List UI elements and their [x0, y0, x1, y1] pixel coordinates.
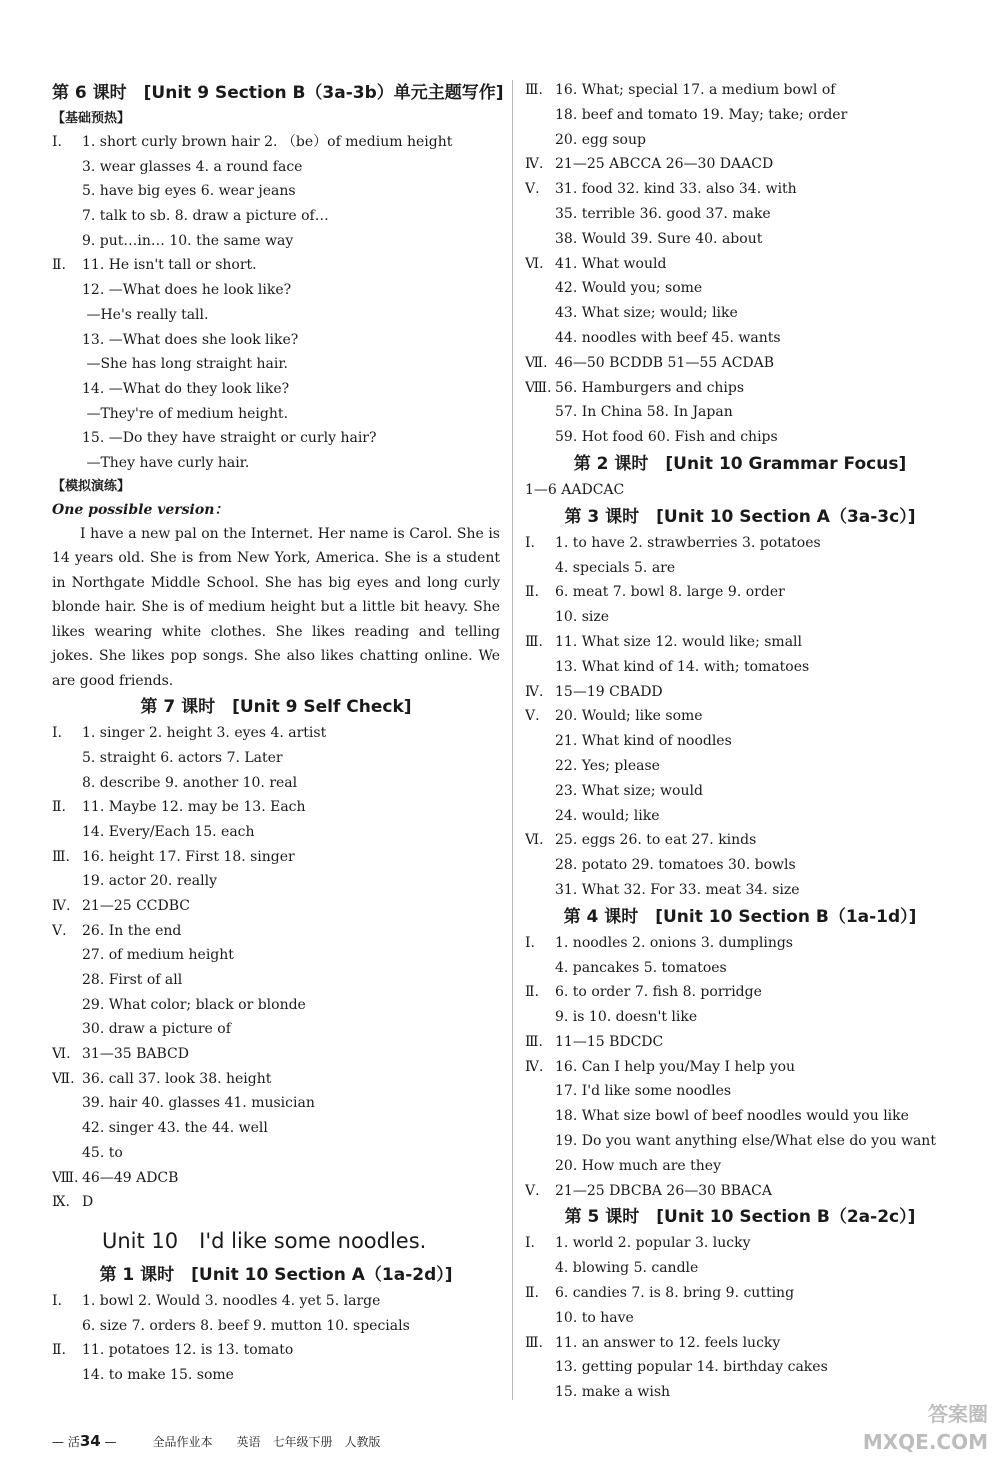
- part-number: Ⅲ.: [525, 1033, 543, 1050]
- answer-text: 6. to order 7. fish 8. porridge: [555, 984, 762, 1001]
- answer-text: 39. hair 40. glasses 41. musician: [82, 1095, 315, 1112]
- answer-text: 36. call 37. look 38. height: [82, 1070, 272, 1087]
- answer-text: 46—49 ADCB: [82, 1169, 179, 1186]
- answer-line: [52, 303, 500, 328]
- answer-line: [525, 376, 955, 401]
- answer-line: [525, 956, 955, 981]
- answer-text: 11. What size 12. would like; small: [555, 633, 803, 650]
- answer-line: [525, 276, 955, 301]
- answer-line: [525, 1355, 955, 1380]
- answer-line: [525, 1281, 955, 1306]
- answer-text: 9. is 10. doesn't like: [555, 1009, 698, 1026]
- answer-line: [525, 680, 955, 705]
- answer-line: [52, 1314, 500, 1339]
- answer-line: [525, 252, 955, 277]
- answer-text: 31. food 32. kind 33. also 34. with: [555, 181, 797, 198]
- answer-text: 28. potato 29. tomatoes 30. bowls: [555, 857, 796, 874]
- answer-text: 15. make a wish: [555, 1384, 671, 1401]
- answer-line: [52, 869, 500, 894]
- answer-text: 15—19 CBADD: [555, 683, 663, 700]
- answer-line: [525, 779, 955, 804]
- part-number: Ⅵ.: [52, 1046, 71, 1063]
- answer-text: 18. What size bowl of beef noodles would you like: [555, 1108, 909, 1125]
- answer-text: 14. to make 15. some: [82, 1366, 234, 1383]
- answer-text: 44. noodles with beef 45. wants: [555, 329, 781, 346]
- answer-text: 43. What size; would; like: [555, 305, 738, 322]
- answer-text: 10. size: [555, 609, 610, 626]
- answer-line: [525, 1104, 955, 1129]
- answer-line: [525, 853, 955, 878]
- answer-line: [52, 771, 500, 796]
- answer-text: 22. Yes; please: [555, 757, 660, 774]
- answer-text: 26. In the end: [82, 922, 182, 939]
- answer-line: [52, 1116, 500, 1141]
- answer-line: [525, 1129, 955, 1154]
- model-essay: I have a new pal on the Internet. Her name is Carol. She is 14 years old. She is from New York, America. She is a student in Northgate Middle School. She has big eyes and long curly blonde hair. She is of medium height but a little bit heavy. She likes wearing white clothes. She likes reading and telling jokes. She likes pop songs. She also likes chatting online. We are good friends.: [52, 525, 500, 689]
- lesson-heading: 第 2 课时 [Unit 10 Grammar Focus]: [573, 453, 907, 474]
- part-number: Ⅳ.: [525, 1058, 544, 1075]
- answer-text: 9. put…in… 10. the same way: [82, 232, 294, 249]
- answer-text: 6. candies 7. is 8. bring 9. cutting: [555, 1285, 795, 1302]
- part-number: Ⅱ.: [525, 1285, 539, 1302]
- answer-line: [52, 721, 500, 746]
- answer-line: [525, 400, 955, 425]
- answer-line: [52, 179, 500, 204]
- answer-text: 4. blowing 5. candle: [555, 1260, 699, 1277]
- answer-line: [525, 804, 955, 829]
- answer-text: 20. How much are they: [555, 1157, 721, 1174]
- part-number: Ⅲ.: [525, 1334, 543, 1351]
- answer-line: [52, 1289, 500, 1314]
- answer-line: [525, 1179, 955, 1204]
- answer-text: 21—25 DBCBA 26—30 BBACA: [555, 1182, 772, 1199]
- page-footer: [52, 1432, 381, 1450]
- answer-text: 57. In China 58. In Japan: [555, 404, 733, 421]
- answer-text: 1. singer 2. height 3. eyes 4. artist: [82, 725, 327, 742]
- answer-text: 21—25 ABCCA 26—30 DAACD: [555, 156, 774, 173]
- answer-line: [52, 253, 500, 278]
- answer-line: [525, 478, 955, 503]
- answer-line: [525, 152, 955, 177]
- answer-text: 20. egg soup: [555, 131, 646, 148]
- answer-text: 11. He isn't tall or short.: [82, 257, 257, 274]
- answer-text: 1. to have 2. strawberries 3. potatoes: [555, 534, 821, 551]
- part-number: Ⅴ.: [525, 181, 540, 198]
- part-number: Ⅵ.: [525, 832, 544, 849]
- answer-text: 10. to have: [555, 1309, 634, 1326]
- answer-text: 13. —What does she look like?: [82, 331, 299, 348]
- answer-line: [52, 278, 500, 303]
- answer-line: [525, 1331, 955, 1356]
- answer-line: [52, 746, 500, 771]
- part-number: Ⅳ.: [525, 156, 544, 173]
- part-number: Ⅰ.: [52, 725, 62, 742]
- answer-text: —He's really tall.: [82, 306, 209, 323]
- answer-line: [525, 78, 955, 103]
- unit-title: Unit 10 I'd like some noodles.: [102, 1228, 427, 1253]
- answer-text: 18. beef and tomato 19. May; take; order: [555, 106, 848, 123]
- answer-line: [52, 155, 500, 180]
- part-number: Ⅱ.: [52, 1342, 66, 1359]
- watermark-logo-text: 答案圈: [928, 1402, 988, 1426]
- answer-line: [52, 845, 500, 870]
- answer-line: [52, 1042, 500, 1067]
- answer-text: 21—25 CCDBC: [82, 897, 190, 914]
- answer-text: 21. What kind of noodles: [555, 733, 732, 750]
- answer-line: [52, 130, 500, 155]
- answer-line: [525, 1079, 955, 1104]
- answer-line: [525, 301, 955, 326]
- lesson-heading: 第 6 课时 [Unit 9 Section B（3a-3b）单元主题写作]: [52, 83, 504, 103]
- answer-line: [525, 1005, 955, 1030]
- answer-text: 13. getting popular 14. birthday cakes: [555, 1359, 828, 1376]
- answer-line: [52, 1166, 500, 1191]
- answer-text: 4. specials 5. are: [555, 559, 676, 576]
- answer-text: 23. What size; would: [555, 782, 703, 799]
- answer-line: [52, 328, 500, 353]
- answer-line: [525, 202, 955, 227]
- section-label: 【模拟演练】: [52, 478, 131, 494]
- answer-line: [52, 1363, 500, 1388]
- lesson-heading: 第 7 课时 [Unit 9 Self Check]: [140, 697, 412, 718]
- answer-line: [52, 1141, 500, 1166]
- part-number: Ⅶ.: [525, 354, 548, 371]
- answer-text: 29. What color; black or blonde: [82, 996, 306, 1013]
- answer-line: [525, 128, 955, 153]
- part-number: Ⅳ.: [52, 897, 71, 914]
- answer-line: [525, 605, 955, 630]
- answer-text: 31—35 BABCD: [82, 1046, 189, 1063]
- answer-line: [525, 1231, 955, 1256]
- part-number: Ⅲ.: [52, 848, 70, 865]
- answer-line: [525, 630, 955, 655]
- answer-text: 56. Hamburgers and chips: [555, 379, 745, 396]
- answer-text: 1—6 AADCAC: [525, 481, 625, 498]
- part-number: Ⅲ.: [525, 633, 543, 650]
- answer-text: 38. Would 39. Sure 40. about: [555, 230, 763, 247]
- lesson-heading: 第 1 课时 [Unit 10 Section A（1a-2d）]: [99, 1264, 453, 1285]
- answer-text: 3. wear glasses 4. a round face: [82, 158, 303, 175]
- answer-line: [525, 754, 955, 779]
- answer-line: [525, 931, 955, 956]
- footer-prefix: — 活: [52, 1435, 80, 1449]
- answer-line: [525, 878, 955, 903]
- answer-line: [52, 820, 500, 845]
- answer-text: 20. Would; like some: [555, 708, 703, 725]
- answer-line: [525, 326, 955, 351]
- answer-text: 12. —What does he look like?: [82, 282, 292, 299]
- answer-text: —She has long straight hair.: [82, 356, 288, 373]
- answer-line: [52, 204, 500, 229]
- part-number: Ⅱ.: [52, 799, 66, 816]
- part-number: Ⅴ.: [525, 708, 540, 725]
- answer-line: [525, 103, 955, 128]
- part-number: Ⅰ.: [525, 934, 535, 951]
- answer-line: [525, 227, 955, 252]
- answer-line: [52, 1017, 500, 1042]
- part-number: Ⅳ.: [525, 683, 544, 700]
- answer-line: [52, 1190, 500, 1215]
- version-label: One possible version：: [52, 501, 229, 518]
- answer-text: 24. would; like: [555, 807, 660, 824]
- answer-line: [525, 655, 955, 680]
- lesson-heading: 第 4 课时 [Unit 10 Section B（1a-1d）]: [563, 906, 917, 927]
- answer-line: [525, 1154, 955, 1179]
- answer-line: [525, 580, 955, 605]
- answer-text: 35. terrible 36. good 37. make: [555, 205, 771, 222]
- answer-text: 17. I'd like some noodles: [555, 1083, 732, 1100]
- answer-text: 14. Every/Each 15. each: [82, 823, 255, 840]
- answer-text: 25. eggs 26. to eat 27. kinds: [555, 832, 757, 849]
- answer-line: [525, 351, 955, 376]
- answer-text: 1. world 2. popular 3. lucky: [555, 1235, 751, 1252]
- answer-line: [525, 556, 955, 581]
- column-divider: [512, 80, 513, 1400]
- part-number: Ⅲ.: [525, 82, 543, 98]
- answer-line: [52, 377, 500, 402]
- answer-text: 13. What kind of 14. with; tomatoes: [555, 658, 810, 675]
- answer-line: [525, 1030, 955, 1055]
- part-number: Ⅰ.: [52, 134, 62, 150]
- page-number: 34: [79, 1432, 101, 1450]
- answer-text: 42. singer 43. the 44. well: [82, 1120, 268, 1137]
- answer-line: [525, 980, 955, 1005]
- answer-line: [525, 828, 955, 853]
- answer-text: 16. Can I help you/May I help you: [555, 1058, 796, 1075]
- part-number: Ⅷ.: [525, 379, 552, 396]
- part-number: Ⅴ.: [525, 1182, 540, 1199]
- answer-line: [52, 1091, 500, 1116]
- answer-text: 5. have big eyes 6. wear jeans: [82, 183, 296, 200]
- answer-line: [525, 531, 955, 556]
- answer-line: [52, 968, 500, 993]
- answer-line: [525, 1256, 955, 1281]
- answer-text: 8. describe 9. another 10. real: [82, 774, 298, 791]
- watermark-url: MXQE.COM: [862, 1430, 988, 1454]
- answer-text: 6. size 7. orders 8. beef 9. mutton 10. specials: [82, 1317, 410, 1334]
- answer-text: 11. Maybe 12. may be 13. Each: [82, 799, 306, 816]
- answer-text: 42. Would you; some: [555, 280, 703, 297]
- answer-line: [525, 1055, 955, 1080]
- answer-text: 6. meat 7. bowl 8. large 9. order: [555, 584, 785, 601]
- answer-line: [525, 729, 955, 754]
- answer-text: —They have curly hair.: [82, 454, 250, 471]
- answer-text: 16. height 17. First 18. singer: [82, 848, 295, 865]
- lesson-heading: 第 3 课时 [Unit 10 Section A（3a-3c）]: [564, 506, 916, 527]
- answer-text: 1. bowl 2. Would 3. noodles 4. yet 5. large: [82, 1292, 381, 1309]
- part-number: Ⅷ.: [52, 1169, 79, 1186]
- answer-text: 7. talk to sb. 8. draw a picture of…: [82, 208, 329, 225]
- answer-text: 41. What would: [555, 255, 667, 272]
- answer-line: [52, 1067, 500, 1092]
- answer-text: 14. —What do they look like?: [82, 380, 290, 397]
- watermark: [863, 1400, 988, 1456]
- section-label: 【基础预热】: [52, 111, 131, 126]
- answer-line: [52, 1338, 500, 1363]
- answer-line: [525, 177, 955, 202]
- answer-line: [52, 993, 500, 1018]
- answer-text: 1. noodles 2. onions 3. dumplings: [555, 934, 793, 951]
- part-number: Ⅵ.: [525, 255, 544, 272]
- answer-line: [52, 894, 500, 919]
- answer-line: [52, 352, 500, 377]
- answer-text: 19. Do you want anything else/What else do you want: [555, 1133, 936, 1150]
- left-column: [52, 78, 504, 1388]
- answer-line: [52, 229, 500, 254]
- answer-line: [52, 402, 500, 427]
- part-number: Ⅸ.: [52, 1194, 70, 1211]
- answer-line: [525, 425, 955, 450]
- answer-line: [525, 704, 955, 729]
- answer-text: 16. What; special 17. a medium bowl of: [555, 82, 836, 98]
- answer-text: 11. an answer to 12. feels lucky: [555, 1334, 781, 1351]
- answer-text: 1. short curly brown hair 2. （be）of medium height: [82, 134, 453, 150]
- answer-text: 4. pancakes 5. tomatoes: [555, 959, 727, 976]
- part-number: Ⅰ.: [52, 1292, 62, 1309]
- answer-line: [52, 795, 500, 820]
- answer-line: [52, 943, 500, 968]
- footer-book-info: — 全品作业本 英语 七年级下册 人教版: [104, 1435, 381, 1449]
- answer-text: 28. First of all: [82, 972, 183, 988]
- answer-text: 11—15 BDCDC: [555, 1033, 664, 1050]
- answer-text: 30. draw a picture of: [82, 1021, 231, 1038]
- answer-line: [52, 426, 500, 451]
- answer-text: 46—50 BCDDB 51—55 ACDAB: [555, 354, 775, 371]
- answer-text: 45. to: [82, 1144, 123, 1161]
- answer-text: —They're of medium height.: [82, 405, 288, 422]
- answer-text: 59. Hot food 60. Fish and chips: [555, 429, 778, 446]
- answer-text: 11. potatoes 12. is 13. tomato: [82, 1342, 294, 1359]
- answer-line: [525, 1306, 955, 1331]
- part-number: Ⅶ.: [52, 1070, 75, 1087]
- answer-text: 5. straight 6. actors 7. Later: [82, 749, 283, 766]
- answer-line: [52, 919, 500, 944]
- part-number: Ⅱ.: [525, 584, 539, 601]
- answer-text: 19. actor 20. really: [82, 873, 218, 890]
- answer-text: D: [82, 1194, 94, 1211]
- part-number: Ⅱ.: [525, 984, 539, 1001]
- answer-text: 15. —Do they have straight or curly hair?: [82, 430, 377, 447]
- answer-text: 31. What 32. For 33. meat 34. size: [555, 881, 800, 898]
- part-number: Ⅴ.: [52, 922, 67, 939]
- part-number: Ⅰ.: [525, 534, 535, 551]
- lesson-heading: 第 5 课时 [Unit 10 Section B（2a-2c）]: [564, 1207, 916, 1228]
- part-number: Ⅰ.: [525, 1235, 535, 1252]
- answer-line: [52, 451, 500, 476]
- answer-text: 27. of medium height: [82, 947, 234, 964]
- part-number: Ⅱ.: [52, 257, 66, 274]
- right-column: [525, 78, 955, 1405]
